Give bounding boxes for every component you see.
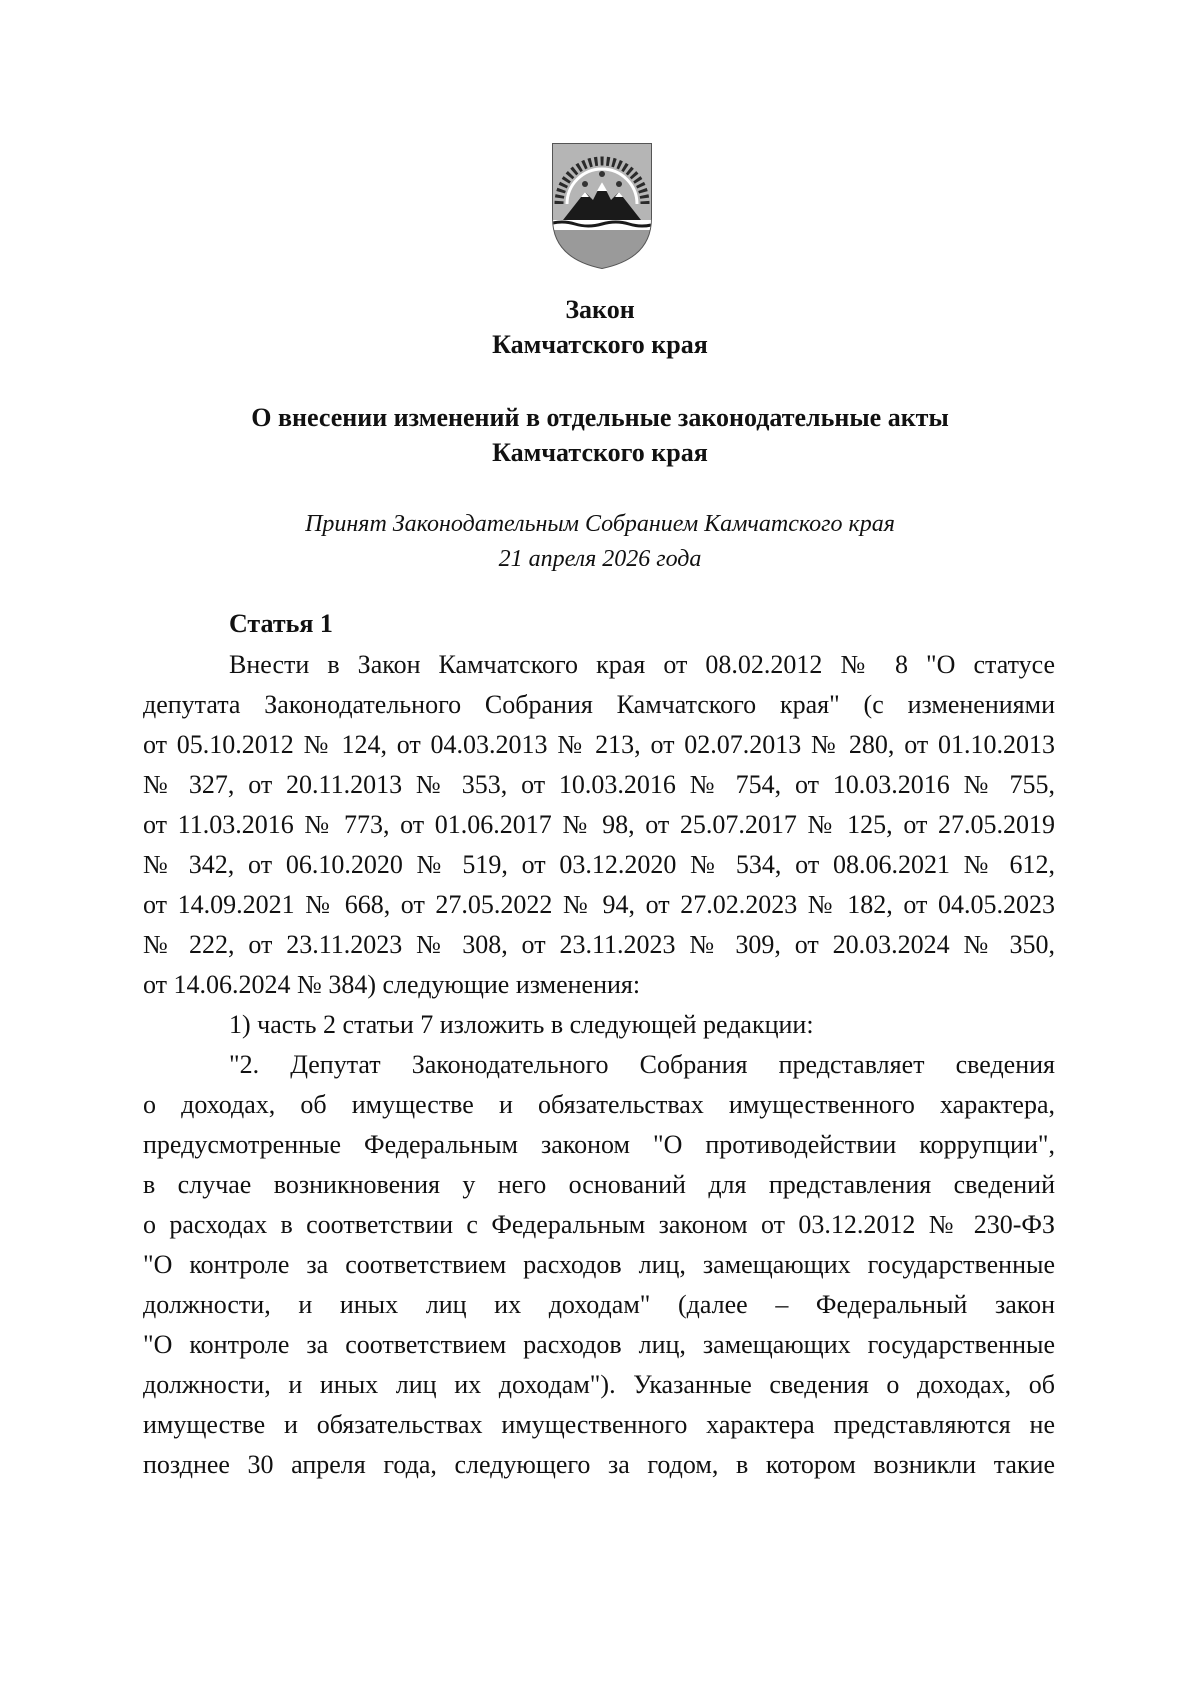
text-line: предусмотренные Федеральным законом "О противодействии коррупции",: [143, 1130, 1055, 1159]
kamchatka-coat-of-arms-icon: [549, 140, 655, 272]
text-line: № 342, от 06.10.2020 № 519, от 03.12.2020 № 534, от 08.06.2021 № 612,: [143, 850, 1055, 879]
text-line: о расходах в соответствии с Федеральным законом от 03.12.2012 № 230-ФЗ: [143, 1210, 1055, 1239]
text-line: "О контроле за соответствием расходов лиц, замещающих государственные: [143, 1250, 1055, 1279]
text-line: Внести в Закон Камчатского края от 08.02.2012 № 8 "О статусе: [229, 650, 1055, 679]
law-title-line-1: О внесении изменений в отдельные законодательные акты: [251, 403, 949, 432]
article-title: Статья 1: [229, 609, 333, 638]
law-heading: Закон: [565, 295, 635, 324]
text-line: № 327, от 20.11.2013 № 353, от 10.03.2016 № 754, от 10.03.2016 № 755,: [143, 770, 1055, 799]
text-line: 1) часть 2 статьи 7 изложить в следующей редакции:: [229, 1010, 814, 1039]
text-line: должности, и иных лиц их доходам" (далее – Федеральный закон: [143, 1290, 1055, 1319]
text-line: № 222, от 23.11.2023 № 308, от 23.11.2023 № 309, от 20.03.2024 № 350,: [143, 930, 1055, 959]
adopted-date: 21 апреля 2026 года: [498, 546, 702, 572]
text-line: "О контроле за соответствием расходов лиц, замещающих государственные: [143, 1330, 1055, 1359]
text-line: имуществе и обязательствах имущественного характера представляются не: [143, 1410, 1055, 1439]
text-line: от 05.10.2012 № 124, от 04.03.2013 № 213, от 02.07.2013 № 280, от 01.10.2013: [143, 730, 1055, 759]
law-region: Камчатского края: [492, 330, 708, 359]
adopted-note: Принят Законодательным Собранием Камчатского края: [305, 511, 895, 537]
law-title-line-2: Камчатского края: [492, 438, 708, 467]
text-line: должности, и иных лиц их доходам"). Указанные сведения о доходах, об: [143, 1370, 1055, 1399]
text-line: в случае возникновения у него оснований для представления сведений: [143, 1170, 1055, 1199]
text-line: от 14.06.2024 № 384) следующие изменения:: [143, 970, 641, 999]
text-line: "2. Депутат Законодательного Собрания представляет сведения: [229, 1050, 1055, 1079]
text-line: депутата Законодательного Собрания Камчатского края" (с изменениями: [143, 690, 1055, 719]
text-line: о доходах, об имуществе и обязательствах имущественного характера,: [143, 1090, 1055, 1119]
text-line: позднее 30 апреля года, следующего за годом, в котором возникли такие: [143, 1450, 1055, 1479]
text-line: от 11.03.2016 № 773, от 01.06.2017 № 98, от 25.07.2017 № 125, от 27.05.2019: [143, 810, 1055, 839]
text-line: от 14.09.2021 № 668, от 27.05.2022 № 94, от 27.02.2023 № 182, от 04.05.2023: [143, 890, 1055, 919]
